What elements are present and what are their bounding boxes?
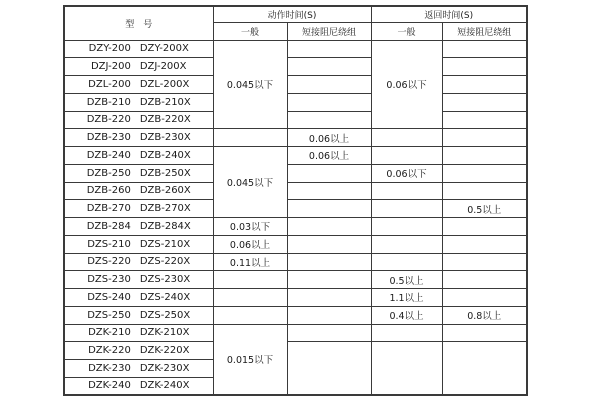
return-general-cell: 0.5以上 bbox=[371, 271, 442, 289]
model-name-1: DZS-240 bbox=[87, 291, 131, 303]
model-name-2: DZB-270X bbox=[139, 203, 191, 215]
spec-table bbox=[63, 5, 528, 396]
action-damping-cell bbox=[287, 200, 371, 218]
model-name-1: DZB-284 bbox=[86, 220, 131, 232]
model-name-1: DZJ-200 bbox=[90, 61, 131, 73]
table-row bbox=[64, 342, 527, 360]
return-damping-cell bbox=[442, 271, 527, 289]
action-damping-cell bbox=[287, 324, 371, 342]
model-cell bbox=[64, 93, 213, 111]
action-general-cell: 0.015以下 bbox=[213, 324, 287, 395]
model-cell bbox=[64, 360, 213, 378]
model-cell bbox=[64, 129, 213, 147]
model-name-2: DZL-200X bbox=[139, 78, 190, 90]
model-name-1: DZS-250 bbox=[87, 309, 131, 321]
model-name-2: DZK-230X bbox=[139, 362, 190, 374]
action-damping-cell bbox=[287, 218, 371, 236]
return-general-cell bbox=[371, 253, 442, 271]
model-cell bbox=[64, 306, 213, 324]
return-damping-cell bbox=[442, 253, 527, 271]
model-name-1: DZK-240 bbox=[88, 380, 131, 392]
action-general-cell bbox=[213, 271, 287, 289]
table-row bbox=[64, 164, 527, 182]
return-general-cell bbox=[371, 324, 442, 342]
return-general-cell bbox=[371, 218, 442, 236]
action-damping-cell bbox=[287, 271, 371, 289]
return-general-cell: 0.06以下 bbox=[371, 40, 442, 129]
action-general-cell bbox=[213, 289, 287, 307]
model-name-2: DZK-220X bbox=[139, 345, 190, 357]
model-name-2: DZS-240X bbox=[139, 291, 191, 303]
table-row bbox=[64, 200, 527, 218]
model-name-2: DZB-260X bbox=[139, 185, 191, 197]
return-general-cell bbox=[371, 235, 442, 253]
model-cell bbox=[64, 377, 213, 395]
return-damping-cell bbox=[442, 164, 527, 182]
action-damping-cell: 0.06以上 bbox=[287, 129, 371, 147]
action-damping-cell bbox=[287, 93, 371, 111]
table-row bbox=[64, 93, 527, 111]
table-row bbox=[64, 111, 527, 129]
return-damping-cell bbox=[442, 182, 527, 200]
model-name-2: DZK-240X bbox=[139, 380, 190, 392]
model-name-2: DZB-230X bbox=[139, 132, 191, 144]
table-row bbox=[64, 40, 527, 58]
table-row bbox=[64, 253, 527, 271]
model-name-2: DZB-210X bbox=[139, 96, 191, 108]
model-cell bbox=[64, 324, 213, 342]
model-cell bbox=[64, 147, 213, 165]
action-damping-cell bbox=[287, 253, 371, 271]
model-name-2: DZS-210X bbox=[139, 238, 191, 250]
model-name-2: DZB-220X bbox=[139, 114, 191, 126]
return-general-cell: 0.4以上 bbox=[371, 306, 442, 324]
return-damping-cell: 0.5以上 bbox=[442, 200, 527, 218]
model-cell bbox=[64, 164, 213, 182]
action-general-cell: 0.045以下 bbox=[213, 147, 287, 218]
table-row bbox=[64, 306, 527, 324]
return-damping-cell bbox=[442, 342, 527, 395]
return-damping-cell bbox=[442, 218, 527, 236]
col-header-return-general: 一般 bbox=[371, 22, 442, 40]
return-general-cell bbox=[371, 200, 442, 218]
return-damping-cell bbox=[442, 289, 527, 307]
return-damping-cell bbox=[442, 324, 527, 342]
model-cell bbox=[64, 200, 213, 218]
action-general-cell bbox=[213, 306, 287, 324]
model-name-1: DZK-230 bbox=[88, 362, 131, 374]
table-row bbox=[64, 76, 527, 94]
action-damping-cell bbox=[287, 40, 371, 58]
model-cell bbox=[64, 76, 213, 94]
return-general-cell bbox=[371, 129, 442, 147]
model-name-1: DZB-220 bbox=[86, 114, 131, 126]
return-damping-cell: 0.8以上 bbox=[442, 306, 527, 324]
model-cell bbox=[64, 342, 213, 360]
table-row bbox=[64, 147, 527, 165]
model-cell bbox=[64, 182, 213, 200]
action-damping-cell bbox=[287, 235, 371, 253]
model-name-2: DZY-200X bbox=[139, 43, 189, 55]
action-general-cell bbox=[213, 129, 287, 147]
return-general-cell bbox=[371, 342, 442, 395]
col-header-action-damping: 短接阻尼绕组 bbox=[287, 22, 371, 40]
model-name-1: DZB-270 bbox=[86, 203, 131, 215]
action-damping-cell bbox=[287, 164, 371, 182]
model-name-1: DZY-200 bbox=[88, 43, 131, 55]
table-container bbox=[63, 5, 528, 396]
col-header-return-time: 返回时间(S) bbox=[371, 6, 527, 22]
return-damping-cell bbox=[442, 58, 527, 76]
model-name-1: DZB-210 bbox=[86, 96, 131, 108]
action-general-cell: 0.03以下 bbox=[213, 218, 287, 236]
model-name-1: DZS-220 bbox=[87, 256, 131, 268]
model-name-1: DZB-260 bbox=[86, 185, 131, 197]
table-row bbox=[64, 289, 527, 307]
action-damping-cell bbox=[287, 182, 371, 200]
model-cell bbox=[64, 253, 213, 271]
action-damping-cell bbox=[287, 306, 371, 324]
table-row bbox=[64, 182, 527, 200]
table-row bbox=[64, 324, 527, 342]
model-name-2: DZB-240X bbox=[139, 149, 191, 161]
table-row bbox=[64, 58, 527, 76]
model-name-1: DZS-230 bbox=[87, 274, 131, 286]
action-damping-cell bbox=[287, 76, 371, 94]
model-name-2: DZB-250X bbox=[139, 167, 191, 179]
model-cell bbox=[64, 58, 213, 76]
return-damping-cell bbox=[442, 129, 527, 147]
action-damping-cell: 0.06以上 bbox=[287, 147, 371, 165]
return-damping-cell bbox=[442, 93, 527, 111]
model-cell bbox=[64, 218, 213, 236]
model-name-2: DZS-250X bbox=[139, 309, 191, 321]
action-damping-cell bbox=[287, 111, 371, 129]
model-name-1: DZL-200 bbox=[88, 78, 131, 90]
model-cell bbox=[64, 271, 213, 289]
return-damping-cell bbox=[442, 147, 527, 165]
table-row bbox=[64, 235, 527, 253]
model-name-1: DZB-250 bbox=[86, 167, 131, 179]
table-row bbox=[64, 129, 527, 147]
model-name-2: DZK-210X bbox=[139, 327, 190, 339]
return-general-cell bbox=[371, 147, 442, 165]
action-general-cell: 0.045以下 bbox=[213, 40, 287, 129]
model-name-2: DZS-230X bbox=[139, 274, 191, 286]
model-cell bbox=[64, 111, 213, 129]
return-damping-cell bbox=[442, 111, 527, 129]
table-row bbox=[64, 218, 527, 236]
col-header-action-time: 动作时间(S) bbox=[213, 6, 371, 22]
col-header-action-general: 一般 bbox=[213, 22, 287, 40]
return-damping-cell bbox=[442, 40, 527, 58]
model-name-1: DZK-210 bbox=[88, 327, 131, 339]
col-header-model: 型 号 bbox=[64, 6, 213, 40]
model-cell bbox=[64, 289, 213, 307]
return-general-cell: 1.1以上 bbox=[371, 289, 442, 307]
action-general-cell: 0.11以上 bbox=[213, 253, 287, 271]
model-name-1: DZK-220 bbox=[88, 345, 131, 357]
model-cell bbox=[64, 235, 213, 253]
action-damping-cell bbox=[287, 342, 371, 395]
action-damping-cell bbox=[287, 58, 371, 76]
model-name-2: DZB-284X bbox=[139, 220, 191, 232]
model-name-1: DZB-240 bbox=[86, 149, 131, 161]
action-general-cell: 0.06以上 bbox=[213, 235, 287, 253]
return-general-cell: 0.06以下 bbox=[371, 164, 442, 182]
return-damping-cell bbox=[442, 235, 527, 253]
table-row bbox=[64, 271, 527, 289]
action-damping-cell bbox=[287, 289, 371, 307]
model-cell bbox=[64, 40, 213, 58]
return-general-cell bbox=[371, 182, 442, 200]
model-name-1: DZB-230 bbox=[86, 132, 131, 144]
model-name-2: DZJ-200X bbox=[139, 61, 187, 73]
col-header-return-damping: 短接阻尼绕组 bbox=[442, 22, 527, 40]
model-name-1: DZS-210 bbox=[87, 238, 131, 250]
model-name-2: DZS-220X bbox=[139, 256, 191, 268]
return-damping-cell bbox=[442, 76, 527, 94]
